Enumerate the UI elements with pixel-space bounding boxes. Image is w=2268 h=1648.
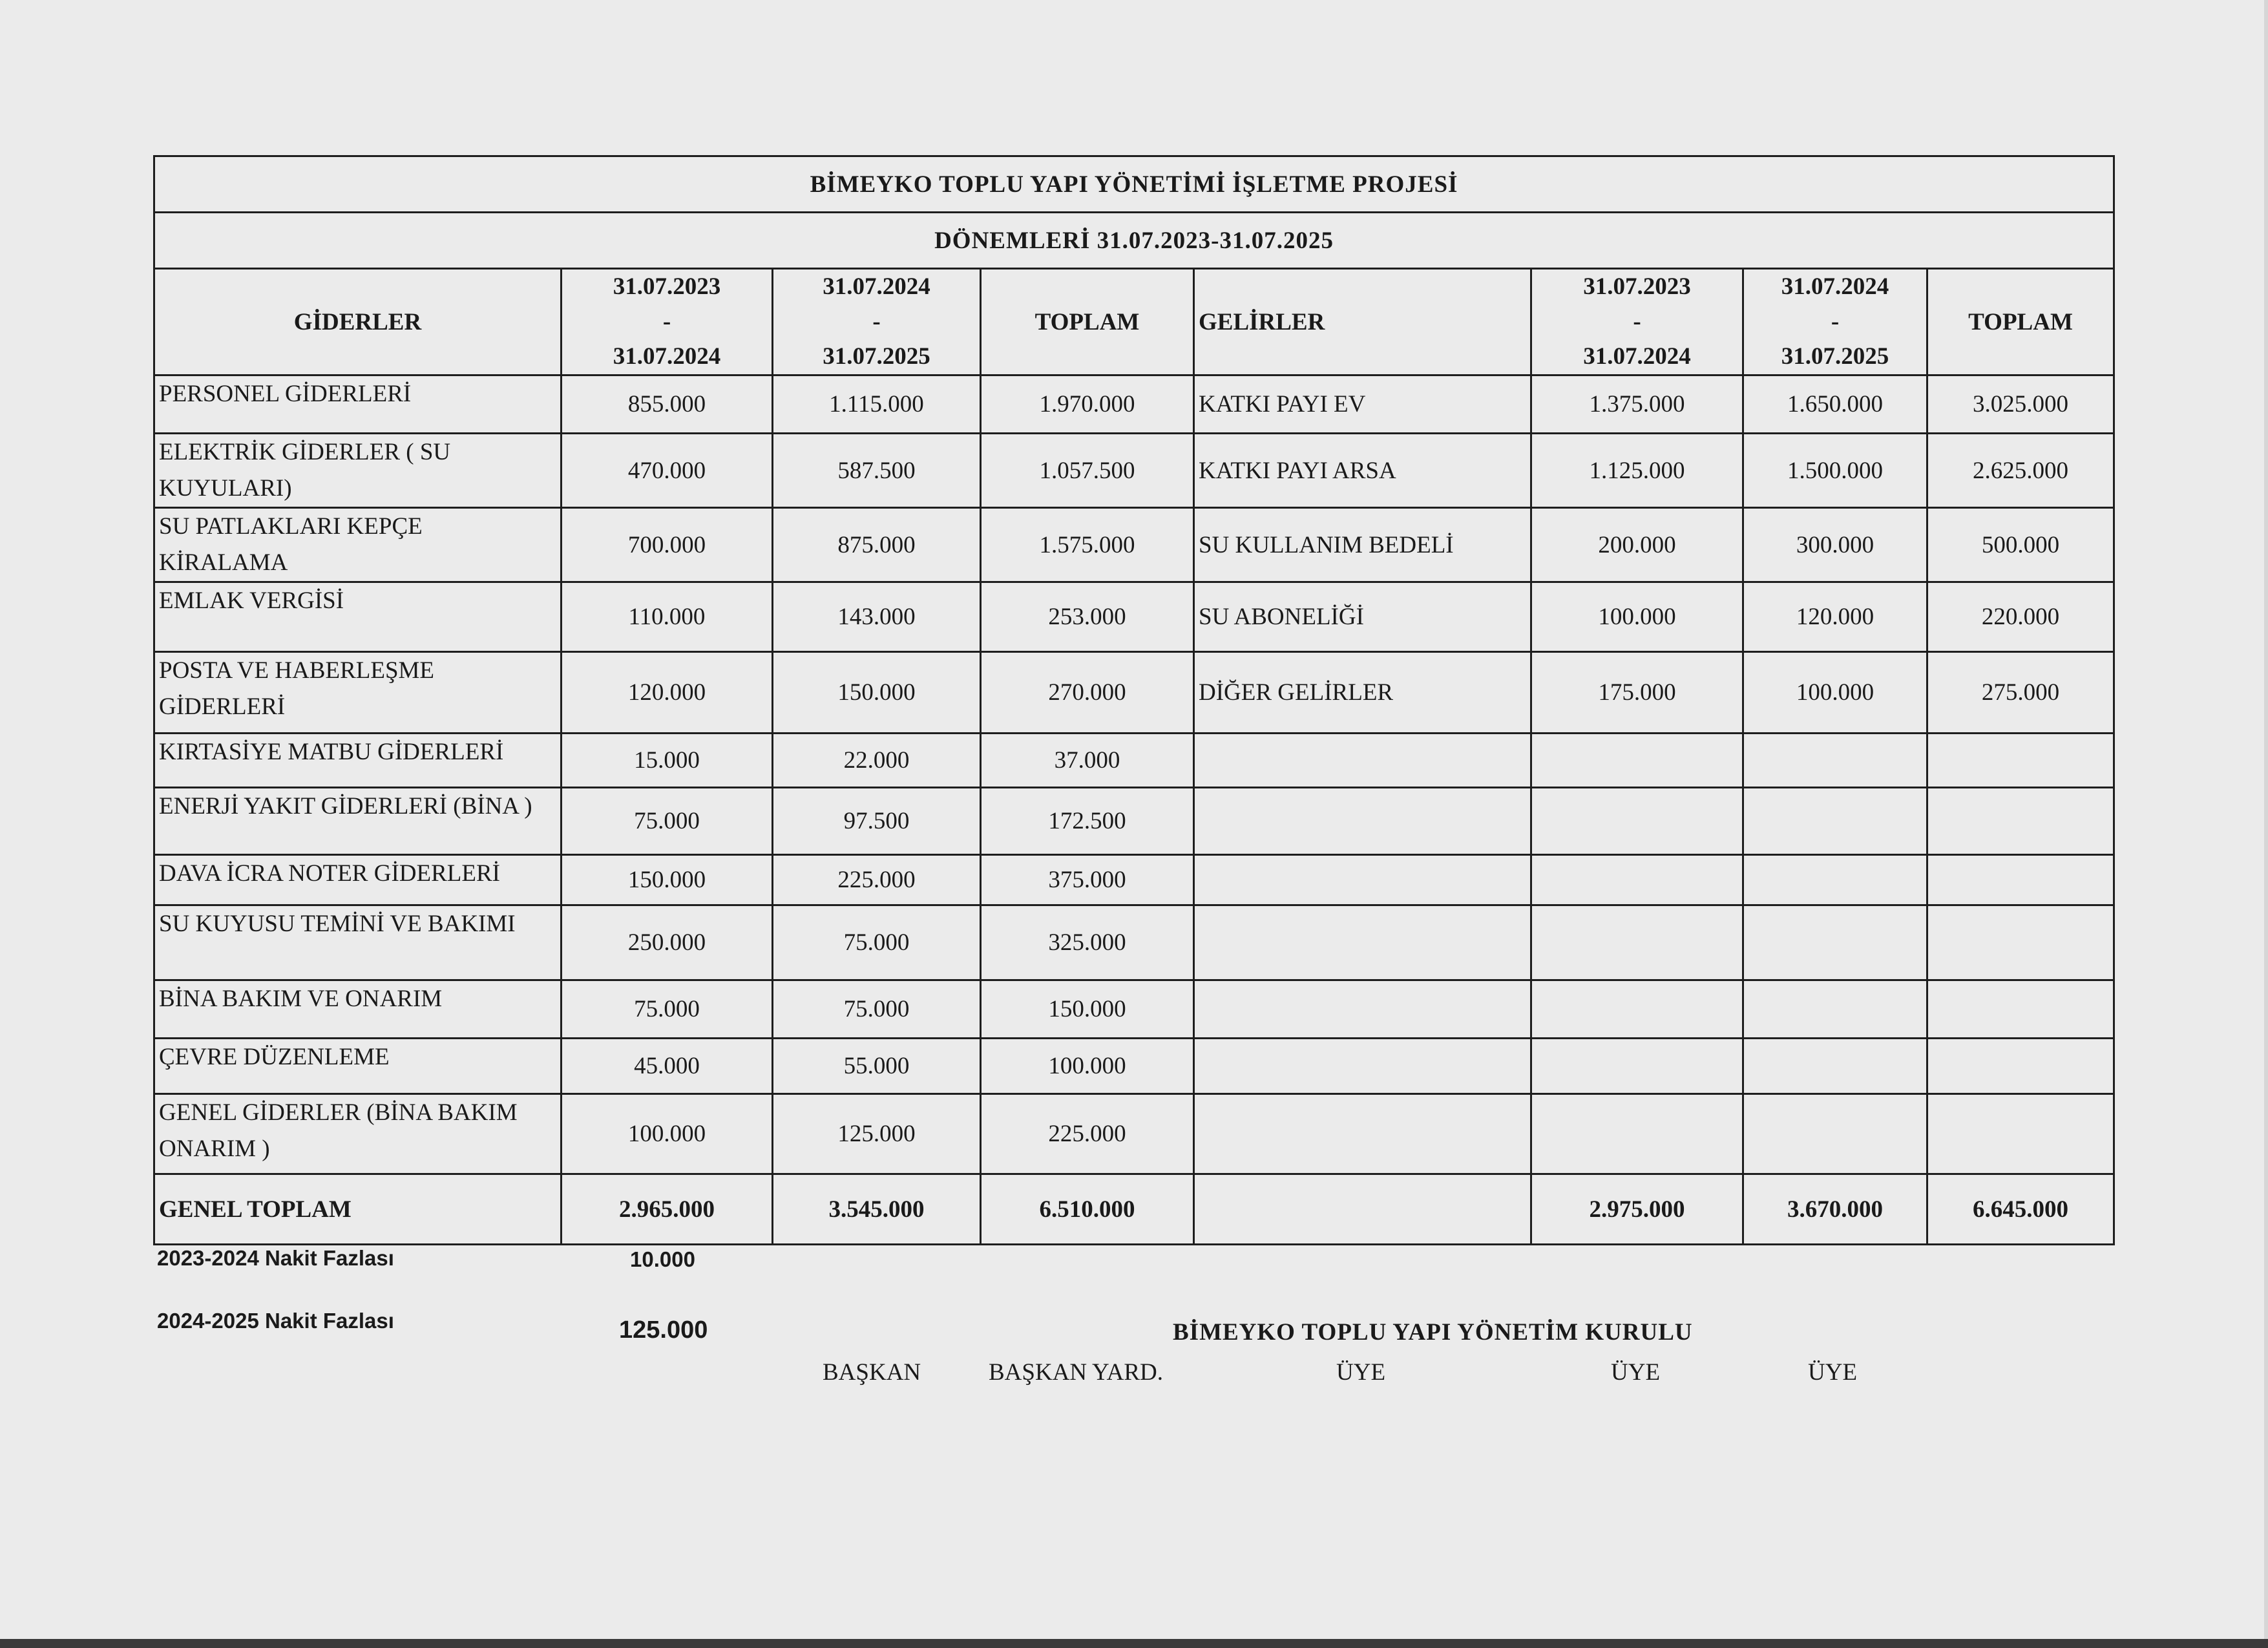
surplus-label-2: 2024-2025 Nakit Fazlası	[157, 1309, 394, 1333]
expense-period1-value: 700.000	[562, 508, 773, 582]
income-period2-value	[1743, 905, 1927, 980]
budget-table	[153, 155, 2115, 1245]
expense-label: SU KUYUSU TEMİNİ VE BAKIMI	[154, 905, 562, 980]
income-label: SU ABONELİĞİ	[1194, 582, 1531, 652]
document-subtitle: DÖNEMLERİ 31.07.2023-31.07.2025	[154, 213, 2114, 269]
expense-label: ENERJİ YAKIT GİDERLERİ (BİNA )	[154, 788, 562, 855]
expense-total-value: 225.000	[981, 1094, 1194, 1174]
expense-period2-header	[773, 269, 981, 375]
expense-period2-value: 1.115.000	[773, 375, 981, 434]
period2-start: 31.07.2024	[1781, 273, 1889, 300]
expense-total-value: 150.000	[981, 980, 1194, 1039]
expense-period1-value: 75.000	[562, 980, 773, 1039]
table-row	[154, 375, 2114, 434]
period2-dash: -	[872, 308, 881, 335]
expense-total-value: 100.000	[981, 1039, 1194, 1094]
expense-period1-value: 250.000	[562, 905, 773, 980]
surplus-value-2: 125.000	[619, 1316, 708, 1344]
income-period2-value	[1743, 1094, 1927, 1174]
income-period2-value	[1743, 980, 1927, 1039]
income-total-value: 275.000	[1927, 652, 2114, 734]
header-row	[154, 269, 2114, 375]
income-period1-value	[1531, 734, 1743, 788]
expense-period2-value: 55.000	[773, 1039, 981, 1094]
grand-total-label: GENEL TOPLAM	[154, 1174, 562, 1245]
expense-total-value: 1.575.000	[981, 508, 1194, 582]
income-period1-total: 2.975.000	[1531, 1174, 1743, 1245]
scan-edge-bottom	[0, 1639, 2268, 1648]
table-row	[154, 905, 2114, 980]
table-row	[154, 734, 2114, 788]
expense-total-value: 37.000	[981, 734, 1194, 788]
income-total-value	[1927, 788, 2114, 855]
income-label: SU KULLANIM BEDELİ	[1194, 508, 1531, 582]
income-total-value	[1927, 855, 2114, 905]
board-title: BİMEYKO TOPLU YAPI YÖNETİM KURULU	[1173, 1319, 1693, 1346]
expense-period1-value: 855.000	[562, 375, 773, 434]
income-total-value: 2.625.000	[1927, 434, 2114, 508]
grand-total-row	[154, 1174, 2114, 1245]
expense-label: GENEL GİDERLER (BİNA BAKIM ONARIM )	[154, 1094, 562, 1174]
expense-label: ÇEVRE DÜZENLEME	[154, 1039, 562, 1094]
period1-start: 31.07.2023	[613, 273, 721, 300]
expense-label: EMLAK VERGİSİ	[154, 582, 562, 652]
expense-label: POSTA VE HABERLEŞME GİDERLERİ	[154, 652, 562, 734]
income-grand-total: 6.645.000	[1927, 1174, 2114, 1245]
income-label	[1194, 788, 1531, 855]
income-period1-header	[1531, 269, 1743, 375]
expense-period2-value: 97.500	[773, 788, 981, 855]
expense-period2-value: 22.000	[773, 734, 981, 788]
expense-period2-value: 143.000	[773, 582, 981, 652]
expense-period2-value: 587.500	[773, 434, 981, 508]
surplus-label-1: 2023-2024 Nakit Fazlası	[157, 1246, 394, 1270]
income-label: DİĞER GELİRLER	[1194, 652, 1531, 734]
income-period2-value: 300.000	[1743, 508, 1927, 582]
expense-total-value: 375.000	[981, 855, 1194, 905]
income-period2-header	[1743, 269, 1927, 375]
expense-total-header: TOPLAM	[981, 269, 1194, 375]
expense-label: PERSONEL GİDERLERİ	[154, 375, 562, 434]
expenses-header: GİDERLER	[154, 269, 562, 375]
expense-period2-value: 225.000	[773, 855, 981, 905]
expense-period1-value: 45.000	[562, 1039, 773, 1094]
income-total-value	[1927, 980, 2114, 1039]
income-label	[1194, 905, 1531, 980]
income-period1-value	[1531, 905, 1743, 980]
expense-period2-value: 125.000	[773, 1094, 981, 1174]
expense-label: DAVA İCRA NOTER GİDERLERİ	[154, 855, 562, 905]
expense-period1-value: 150.000	[562, 855, 773, 905]
income-period1-value	[1531, 1094, 1743, 1174]
role-member-3: ÜYE	[1808, 1359, 1858, 1386]
title-row	[154, 156, 2114, 213]
expense-period1-total: 2.965.000	[562, 1174, 773, 1245]
expense-grand-total: 6.510.000	[981, 1174, 1194, 1245]
expense-total-value: 270.000	[981, 652, 1194, 734]
expense-total-value: 253.000	[981, 582, 1194, 652]
income-period2-value	[1743, 855, 1927, 905]
document-title: BİMEYKO TOPLU YAPI YÖNETİMİ İŞLETME PROJESİ	[154, 156, 2114, 213]
expense-period2-value: 75.000	[773, 905, 981, 980]
expense-period1-value: 75.000	[562, 788, 773, 855]
period2-dash: -	[1831, 308, 1840, 335]
table-row	[154, 855, 2114, 905]
period2-start: 31.07.2024	[823, 273, 930, 300]
expense-period1-value: 15.000	[562, 734, 773, 788]
expense-label: SU PATLAKLARI KEPÇE KİRALAMA	[154, 508, 562, 582]
income-period1-value: 1.125.000	[1531, 434, 1743, 508]
income-total-label-empty	[1194, 1174, 1531, 1245]
expense-period1-header	[562, 269, 773, 375]
role-vice-president: BAŞKAN YARD.	[989, 1359, 1164, 1386]
income-period2-value: 100.000	[1743, 652, 1927, 734]
expense-label: BİNA BAKIM VE ONARIM	[154, 980, 562, 1039]
expense-total-value: 1.970.000	[981, 375, 1194, 434]
income-period2-value: 1.500.000	[1743, 434, 1927, 508]
income-total-value	[1927, 1039, 2114, 1094]
income-total-value	[1927, 734, 2114, 788]
income-total-value	[1927, 1094, 2114, 1174]
income-label	[1194, 734, 1531, 788]
table-row	[154, 582, 2114, 652]
income-period1-value: 100.000	[1531, 582, 1743, 652]
income-period1-value	[1531, 788, 1743, 855]
income-total-value: 3.025.000	[1927, 375, 2114, 434]
income-total-value	[1927, 905, 2114, 980]
period1-end: 31.07.2024	[1583, 343, 1691, 370]
period1-end: 31.07.2024	[613, 343, 721, 370]
income-period1-value: 175.000	[1531, 652, 1743, 734]
expense-label: ELEKTRİK GİDERLER ( SU KUYULARI)	[154, 434, 562, 508]
period1-start: 31.07.2023	[1583, 273, 1691, 300]
table-row	[154, 788, 2114, 855]
role-president: BAŞKAN	[823, 1359, 921, 1386]
income-total-value: 220.000	[1927, 582, 2114, 652]
income-period1-value: 200.000	[1531, 508, 1743, 582]
period2-end: 31.07.2025	[1781, 343, 1889, 370]
income-period2-value	[1743, 1039, 1927, 1094]
income-label: KATKI PAYI EV	[1194, 375, 1531, 434]
table-row	[154, 652, 2114, 734]
period1-dash: -	[662, 308, 671, 335]
scan-edge-right	[2264, 0, 2268, 1648]
income-label	[1194, 855, 1531, 905]
income-label: KATKI PAYI ARSA	[1194, 434, 1531, 508]
income-period2-value: 120.000	[1743, 582, 1927, 652]
expense-period2-value: 75.000	[773, 980, 981, 1039]
expense-period2-value: 150.000	[773, 652, 981, 734]
income-period2-value	[1743, 734, 1927, 788]
income-total-value: 500.000	[1927, 508, 2114, 582]
table-row	[154, 1094, 2114, 1174]
income-period2-value: 1.650.000	[1743, 375, 1927, 434]
income-period1-value	[1531, 980, 1743, 1039]
table-row	[154, 434, 2114, 508]
income-period1-value: 1.375.000	[1531, 375, 1743, 434]
expense-period1-value: 470.000	[562, 434, 773, 508]
incomes-header: GELİRLER	[1194, 269, 1531, 375]
role-member-1: ÜYE	[1336, 1359, 1386, 1386]
table-row	[154, 980, 2114, 1039]
expense-period1-value: 110.000	[562, 582, 773, 652]
expense-period2-value: 875.000	[773, 508, 981, 582]
expense-total-value: 325.000	[981, 905, 1194, 980]
role-member-2: ÜYE	[1611, 1359, 1661, 1386]
expense-total-value: 172.500	[981, 788, 1194, 855]
period1-dash: -	[1633, 308, 1641, 335]
period2-end: 31.07.2025	[823, 343, 930, 370]
expense-period1-value: 120.000	[562, 652, 773, 734]
subtitle-row	[154, 213, 2114, 269]
income-period2-total: 3.670.000	[1743, 1174, 1927, 1245]
income-period1-value	[1531, 1039, 1743, 1094]
income-period2-value	[1743, 788, 1927, 855]
expense-label: KIRTASİYE MATBU GİDERLERİ	[154, 734, 562, 788]
expense-period2-total: 3.545.000	[773, 1174, 981, 1245]
income-total-header: TOPLAM	[1927, 269, 2114, 375]
income-label	[1194, 1094, 1531, 1174]
expense-total-value: 1.057.500	[981, 434, 1194, 508]
income-label	[1194, 980, 1531, 1039]
table-row	[154, 1039, 2114, 1094]
income-period1-value	[1531, 855, 1743, 905]
surplus-value-1: 10.000	[630, 1247, 695, 1271]
income-label	[1194, 1039, 1531, 1094]
expense-period1-value: 100.000	[562, 1094, 773, 1174]
table-row	[154, 508, 2114, 582]
